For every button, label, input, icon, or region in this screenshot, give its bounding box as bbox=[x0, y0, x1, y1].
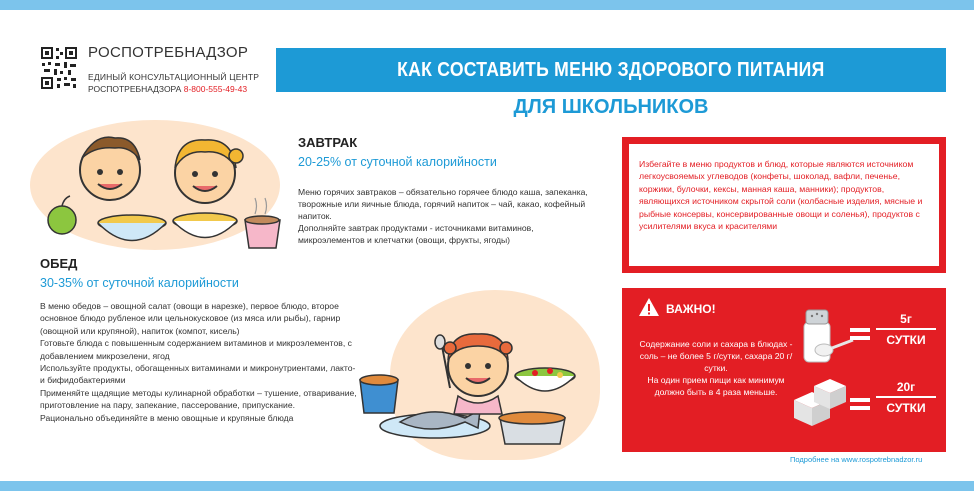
bottom-frame-stripe bbox=[0, 481, 974, 491]
kids-breakfast-illustration bbox=[40, 128, 290, 258]
girl-lunch-illustration bbox=[350, 318, 600, 448]
important-box bbox=[622, 288, 946, 452]
brand-name: РОСПОТРЕБНАДЗОР bbox=[88, 44, 249, 61]
title-banner bbox=[276, 48, 946, 92]
warning-triangle-icon bbox=[638, 297, 660, 317]
equals-sign-salt bbox=[850, 326, 870, 342]
salt-daily-limit bbox=[876, 312, 936, 347]
more-info-link[interactable]: Подробнее на www.rospotrebnadzor.ru bbox=[790, 455, 923, 464]
equals-sign-sugar bbox=[850, 396, 870, 412]
sugar-cubes-icon bbox=[790, 376, 850, 426]
lunch-description: В меню обедов – овощной салат (овощи в нарезке), первое блюдо, второе основное блюдо рубленое или цельнокусковое (из мяса или рыбы), гарнир (овощной или крупяной), напиток (компот, кисель) Готовьте блюда с повышенным содержанием витаминов и микроэлементов, с добавлением микрозелени, ягод Используйте продукты, обогащенных витаминами и микронутриентами, лакто-и бифидобактериями Применяйте щадящие методы кулинарной обработки – тушение, отваривание, приготовление на пару, запекание, пассерование, припускание. Рационально объединяйте в меню овощные и крупяные блюда bbox=[40, 301, 357, 423]
spoon-icon bbox=[814, 336, 854, 362]
page-title: КАК СОСТАВИТЬ МЕНЮ ЗДОРОВОГО ПИТАНИЯ bbox=[397, 58, 825, 81]
brand-org: РОСПОТРЕБНАДЗОРА bbox=[88, 84, 182, 94]
salt-amount: 5г bbox=[876, 312, 936, 330]
qr-code-icon bbox=[40, 46, 78, 90]
top-frame-stripe bbox=[0, 0, 974, 10]
salt-per-day: СУТКИ bbox=[886, 333, 926, 347]
important-text: Содержание соли и сахара в блюдах - соль – не более 5 г/сутки, сахара 20 г/сутки. На один прием пищи как минимум должно быть в 4 раза меньше. bbox=[639, 339, 793, 397]
lunch-heading: ОБЕД bbox=[40, 256, 78, 271]
sugar-per-day: СУТКИ bbox=[886, 401, 926, 415]
breakfast-calories: 20-25% от суточной калорийности bbox=[298, 155, 497, 169]
breakfast-description: Меню горячих завтраков – обязательно горячее блюдо каша, запеканка, творожные или яичные блюда, горячий напиток – чай, какао, кофейный напиток. Дополняйте завтрак продуктами - источниками витаминов, микроэлементов и клетчатки (овощи, фрукты, ягоды) bbox=[298, 187, 588, 245]
sugar-daily-limit bbox=[876, 380, 936, 415]
avoid-foods-box bbox=[622, 137, 946, 273]
breakfast-heading: ЗАВТРАК bbox=[298, 135, 358, 150]
brand-subtitle: ЕДИНЫЙ КОНСУЛЬТАЦИОННЫЙ ЦЕНТР bbox=[88, 72, 260, 82]
page-subtitle: ДЛЯ ШКОЛЬНИКОВ bbox=[513, 96, 709, 118]
avoid-foods-text: Избегайте в меню продуктов и блюд, которые являются источником легкоусвояемых углеводов (конфеты, шоколад, вафли, печенье, коржики, булочки, кексы, манная каша, манники); продуктов, являющихся источником скрытой соли (колбасные изделия, мясные и рыбные консервы, консервированные овощи и соленья), продуктов с усилителями вкуса и красителями bbox=[639, 159, 923, 232]
brand-contact bbox=[88, 84, 247, 94]
lunch-calories: 30-35% от суточной калорийности bbox=[40, 276, 239, 290]
hotline-phone: 8-800-555-49-43 bbox=[183, 84, 248, 94]
important-heading: ВАЖНО! bbox=[666, 302, 716, 316]
sugar-amount: 20г bbox=[876, 380, 936, 398]
